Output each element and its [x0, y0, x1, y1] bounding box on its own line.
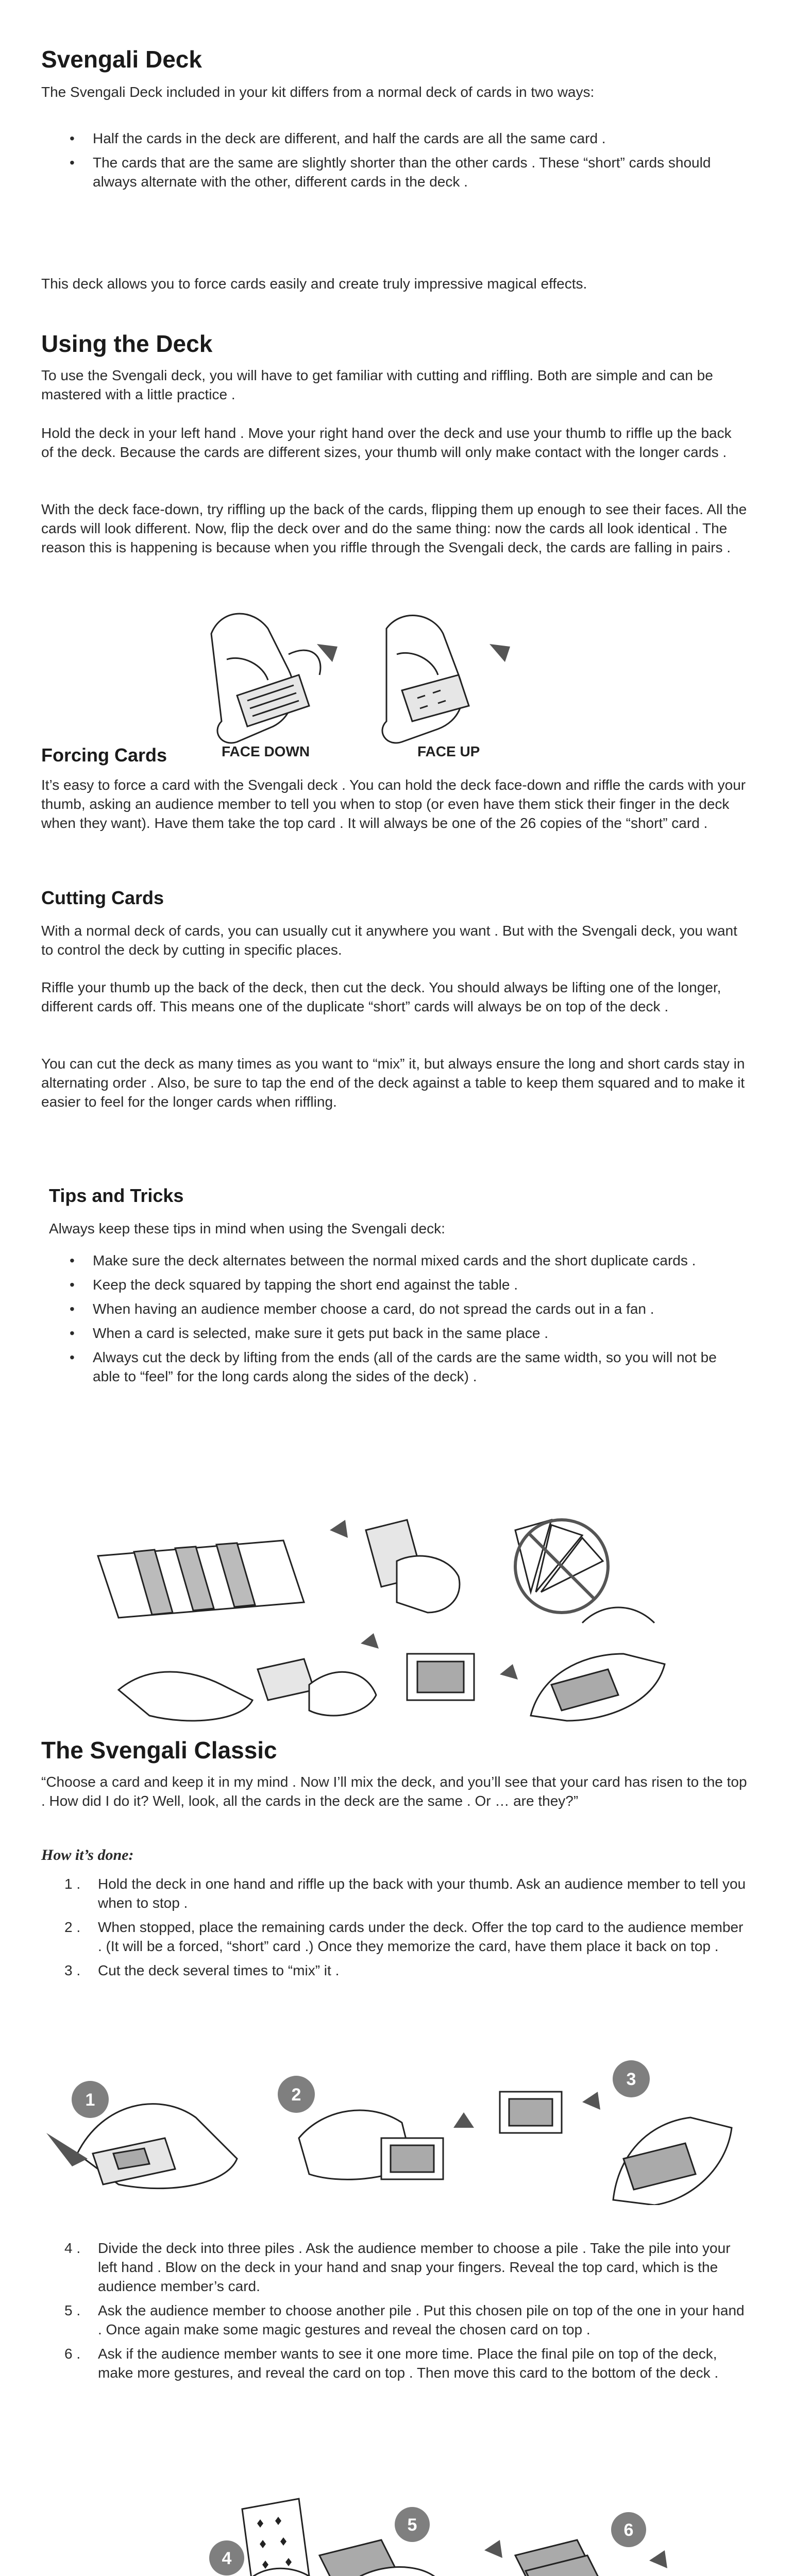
- cutting-paragraph-3: You can cut the deck as many times as you want to “mix” it, but always ensure the long and short cards stay in alternating order . Also, be sure to tap the end of the deck against a table to keep them squared and to make it easier to feel for the longer cards when riffling.: [41, 1056, 745, 1110]
- cutting-paragraph-2: Riffle your thumb up the back of the deck, then cut the deck. You should always be lifting one of the longer, different cards off. This means one of the duplicate “short” cards will always be on top of the deck .: [41, 979, 721, 1014]
- arrow-icon: [582, 2092, 600, 2110]
- cutting-paragraph-1: With a normal deck of cards, you can usually cut it anywhere you want . But with the Svengali deck, you want to control the deck by cutting in specific places.: [41, 923, 737, 958]
- step-item: 1 . Hold the deck in one hand and riffle up the back with your thumb. Ask an audience member to tell you when to stop .: [64, 1876, 746, 1911]
- step-badge-3: [613, 2060, 650, 2097]
- step-badge-5: [395, 2507, 430, 2542]
- arrow-icon: [490, 644, 510, 662]
- arrow-icon: [484, 2540, 502, 2558]
- arrow-icon: [649, 2550, 667, 2568]
- face-up-label: FACE UP: [417, 743, 480, 757]
- steps-list-2: [64, 2239, 750, 2387]
- face-down-label: FACE DOWN: [222, 743, 310, 757]
- how-its-done-label: How it’s done:: [41, 1846, 134, 1863]
- arrow-icon: [361, 1633, 379, 1649]
- intro-paragraph: The Svengali Deck included in your kit differs from a normal deck of cards in two ways:: [41, 84, 595, 100]
- steps-4-6-illustration: [113, 2488, 711, 2576]
- svg-text:1: 1: [85, 2090, 95, 2110]
- list-item: • Half the cards in the deck are different, and half the cards are all the same card .: [70, 130, 606, 146]
- step-item: 5 . Ask the audience member to choose another pile . Put this chosen pile on top of the one in your hand . Once again make some magic gestures and reveal the chosen card on top .: [64, 2302, 745, 2337]
- page-title: Svengali Deck: [41, 46, 202, 73]
- arrow-icon: [330, 1520, 348, 1538]
- section-title-tips: Tips and Tricks: [49, 1185, 184, 1206]
- step-item: 4 . Divide the deck into three piles . Ask the audience member to choose a pile . Take the pile into your left hand . Blow on the deck in your hand and snap your fingers. Reveal the top card, which is the audience member’s card.: [64, 2240, 731, 2294]
- using-paragraph-3: With the deck face-down, try riffling up the back of the cards, flipping them up enough to see their faces. All the cards will look different. Now, flip the deck over and do the same thing: now the cards all look identical . The reason this is happening is because when you riffle through the Svengali deck, the cards are falling in pairs .: [41, 501, 747, 555]
- step-badge-6: [611, 2512, 646, 2547]
- step-badge-4: [209, 2540, 244, 2575]
- step-item: 2 . When stopped, place the remaining cards under the deck. Offer the top card to the audience member . (It will be a forced, “short” card .) Once they memorize the card, have them place it back on top .: [64, 1919, 744, 1954]
- difference-list: [70, 129, 739, 196]
- arrow-icon: [317, 644, 338, 662]
- riffle-illustration: [191, 598, 551, 757]
- arrow-icon: [453, 2112, 474, 2128]
- tips-list: [70, 1251, 739, 1391]
- list-item: • Always cut the deck by lifting from the ends (all of the cards are the same width, so you will not be able to “feel” for the long cards along the sides of the deck) .: [70, 1349, 717, 1384]
- step-badge-1: [72, 2081, 109, 2118]
- list-item: • Make sure the deck alternates between the normal mixed cards and the short duplicate cards .: [70, 1252, 696, 1268]
- steps-list-1: [64, 1874, 750, 1985]
- svg-text:3: 3: [626, 2070, 636, 2089]
- tips-intro: Always keep these tips in mind when using the Svengali deck:: [49, 1221, 445, 1236]
- section-title-cutting: Cutting Cards: [41, 887, 164, 908]
- step-item: 6 . Ask if the audience member wants to see it one more time. Place the final pile on top of the deck, make more gestures, and reveal the card on top . Then move this card to the bottom of the deck .: [64, 2346, 719, 2381]
- outro-paragraph: This deck allows you to force cards easily and create truly impressive magical effects.: [41, 276, 587, 292]
- forcing-paragraph: It’s easy to force a card with the Svengali deck . You can hold the deck face-down and riffle the cards with your thumb, asking an audience member to tell you when to stop (or even have them stick their finger in the deck when they want). Have them take the top card . It will always be one of the 26 copies of the “short” card .: [41, 777, 746, 831]
- list-item: • The cards that are the same are slightly shorter than the other cards . These “short” cards should always alternate with the other, different cards in the deck .: [70, 155, 711, 190]
- using-paragraph-2: Hold the deck in your left hand . Move your right hand over the deck and use your thumb to riffle up the back of the deck. Because the cards are different sizes, your thumb will only make contact with the longer cards .: [41, 425, 732, 460]
- step-badge-2: [278, 2076, 315, 2113]
- list-item: • Keep the deck squared by tapping the short end against the table .: [70, 1277, 518, 1293]
- step-item: 3 . Cut the deck several times to “mix” it .: [64, 1962, 340, 1978]
- svg-text:6: 6: [623, 2520, 634, 2540]
- list-item: • When having an audience member choose a card, do not spread the cards out in a fan .: [70, 1301, 654, 1317]
- arrow-icon: [500, 1664, 518, 1680]
- list-item: • When a card is selected, make sure it gets put back in the same place .: [70, 1325, 548, 1341]
- section-title-classic: The Svengali Classic: [41, 1737, 277, 1764]
- section-title-using: Using the Deck: [41, 330, 213, 357]
- tips-illustration: [88, 1499, 716, 1731]
- steps-1-3-illustration: [41, 2050, 752, 2205]
- svg-text:4: 4: [222, 2549, 232, 2568]
- svg-text:5: 5: [407, 2515, 417, 2535]
- using-paragraph-1: To use the Svengali deck, you will have to get familiar with cutting and riffling. Both are simple and can be mastered with a little practice .: [41, 367, 713, 402]
- section-title-forcing: Forcing Cards: [41, 744, 167, 766]
- svg-text:2: 2: [291, 2085, 301, 2105]
- classic-quote: “Choose a card and keep it in my mind . Now I’ll mix the deck, and you’ll see that your card has risen to the top . How did I do it? Well, look, all the cards in the deck are the same . Or … are they?”: [41, 1774, 747, 1809]
